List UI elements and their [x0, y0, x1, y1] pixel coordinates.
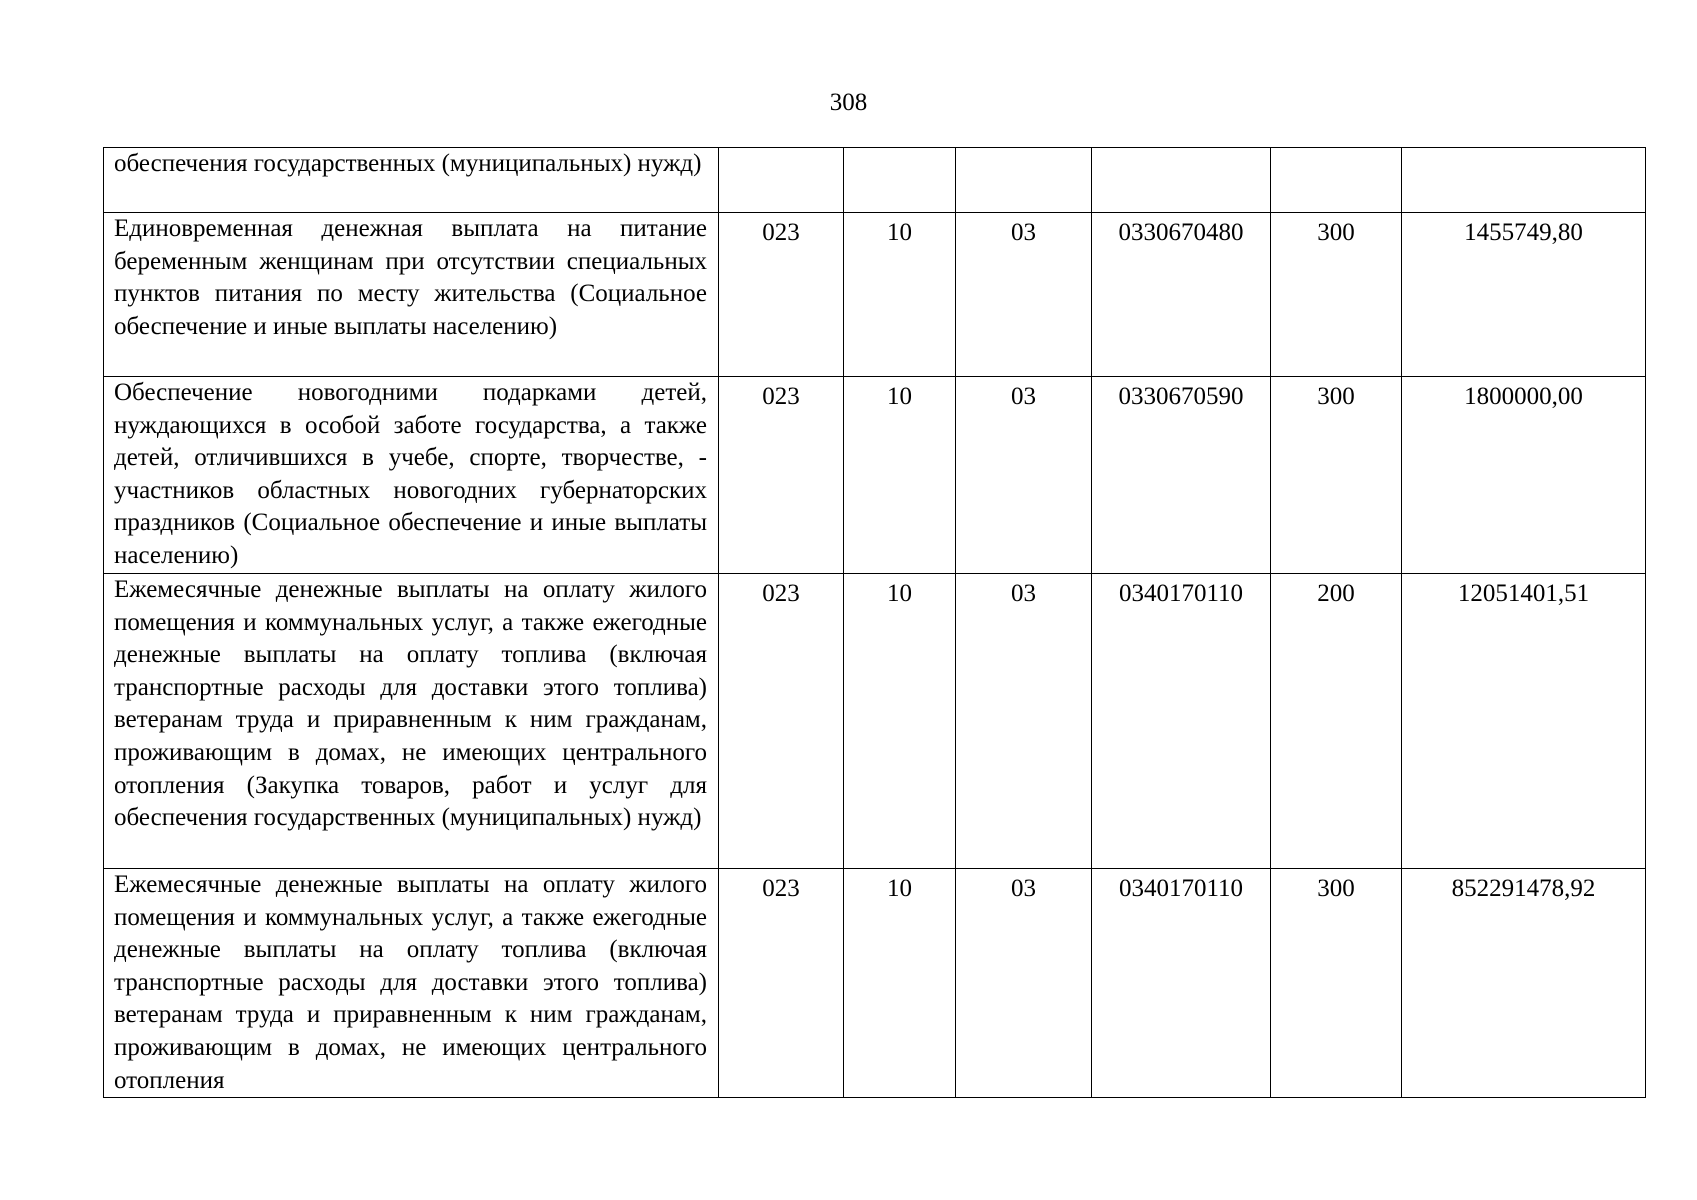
section-code: 10 — [844, 574, 956, 869]
row-description: обеспечения государственных (муниципальных) нужд) — [104, 148, 719, 213]
expense-type-code: 300 — [1271, 213, 1402, 377]
subsection-code — [956, 148, 1092, 213]
row-description: Ежемесячные денежные выплаты на оплату жилого помещения и коммунальных услуг, а также ежегодные денежные выплаты на оплату топлива (включая транспортные расходы для доставки этого топлива) ветеранам труда и приравненным к ним гражданам, проживающим в домах, не имеющих центрального отопления — [104, 869, 719, 1098]
ministry-code: 023 — [719, 213, 844, 377]
section-code: 10 — [844, 377, 956, 574]
table-row — [104, 148, 1646, 213]
section-code: 10 — [844, 869, 956, 1098]
amount: 1455749,80 — [1402, 213, 1646, 377]
row-description: Единовременная денежная выплата на питание беременным женщинам при отсутствии специальных пунктов питания по месту жительства (Социальное обеспечение и иные выплаты населению) — [104, 213, 719, 377]
subsection-code: 03 — [956, 213, 1092, 377]
ministry-code — [719, 148, 844, 213]
table-row — [104, 574, 1646, 869]
subsection-code: 03 — [956, 869, 1092, 1098]
amount: 12051401,51 — [1402, 574, 1646, 869]
expense-type-code: 300 — [1271, 869, 1402, 1098]
row-description: Обеспечение новогодними подарками детей, нуждающихся в особой заботе государства, а также детей, отличившихся в учебе, спорте, творчестве, - участников областных новогодних губернаторских праздников (Социальное обеспечение и иные выплаты населению) — [104, 377, 719, 574]
ministry-code: 023 — [719, 574, 844, 869]
target-article-code: 0330670480 — [1092, 213, 1271, 377]
target-article-code — [1092, 148, 1271, 213]
section-code: 10 — [844, 213, 956, 377]
amount: 852291478,92 — [1402, 869, 1646, 1098]
expense-type-code — [1271, 148, 1402, 213]
target-article-code: 0330670590 — [1092, 377, 1271, 574]
expense-type-code: 200 — [1271, 574, 1402, 869]
target-article-code: 0340170110 — [1092, 574, 1271, 869]
table-row — [104, 377, 1646, 574]
table-row — [104, 213, 1646, 377]
section-code — [844, 148, 956, 213]
amount — [1402, 148, 1646, 213]
row-description: Ежемесячные денежные выплаты на оплату жилого помещения и коммунальных услуг, а также ежегодные денежные выплаты на оплату топлива (включая транспортные расходы для доставки этого топлива) ветеранам труда и приравненным к ним гражданам, проживающим в домах, не имеющих центрального отопления (Закупка товаров, работ и услуг для обеспечения государственных (муниципальных) нужд) — [104, 574, 719, 869]
table-row — [104, 869, 1646, 1098]
budget-table — [103, 147, 1646, 1098]
ministry-code: 023 — [719, 377, 844, 574]
subsection-code: 03 — [956, 574, 1092, 869]
page-number: 308 — [829, 89, 868, 116]
ministry-code: 023 — [719, 869, 844, 1098]
amount: 1800000,00 — [1402, 377, 1646, 574]
expense-type-code: 300 — [1271, 377, 1402, 574]
subsection-code: 03 — [956, 377, 1092, 574]
target-article-code: 0340170110 — [1092, 869, 1271, 1098]
